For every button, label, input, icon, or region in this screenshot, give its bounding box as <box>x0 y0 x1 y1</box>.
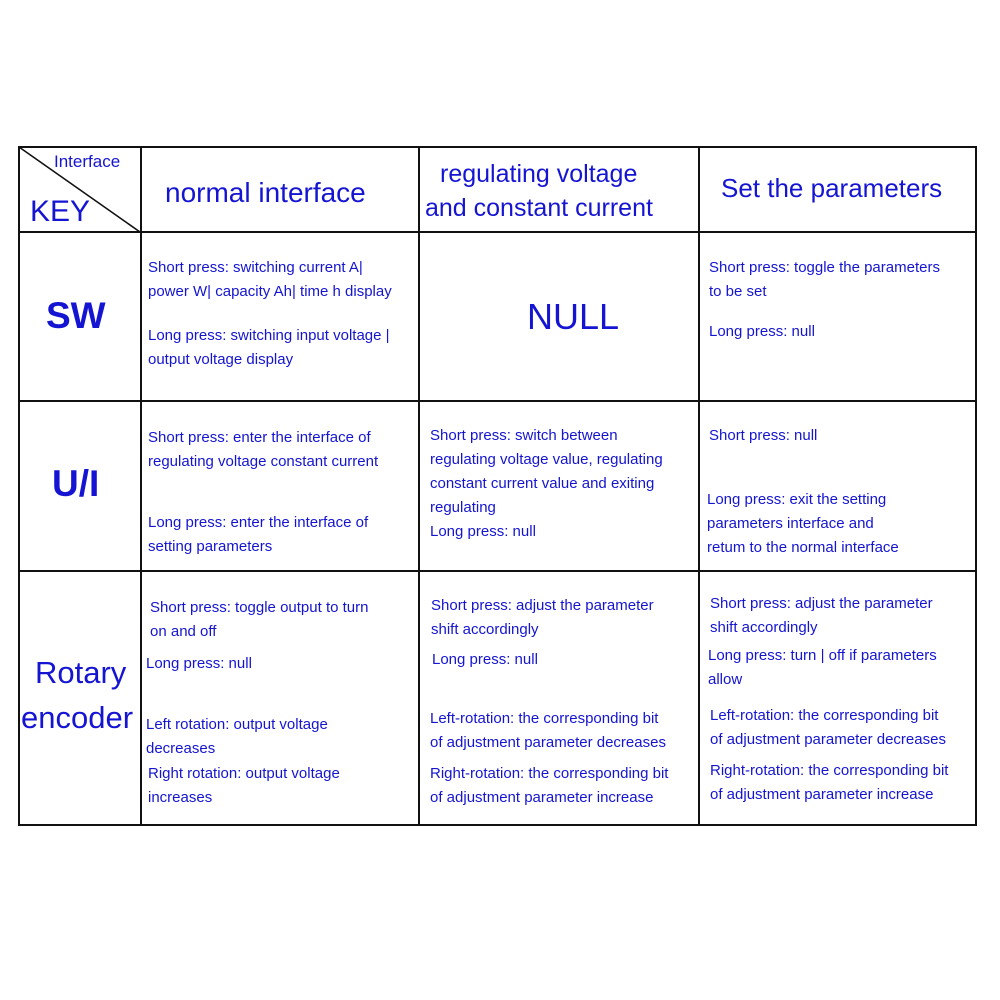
row-key-sw: SW <box>46 295 106 336</box>
row-divider-1 <box>18 400 976 402</box>
table-border-right <box>975 146 977 826</box>
rotary-set-line-1: Short press: adjust the parameter <box>710 595 933 612</box>
ui-set-line-1: Short press: null <box>709 427 818 444</box>
column-header-set-parameters: Set the parameters <box>721 173 943 203</box>
ui-regulating-line-5: Long press: null <box>430 523 536 540</box>
table-border-bottom <box>18 824 976 826</box>
ui-regulating-line-2: regulating voltage value, regulating <box>430 451 663 468</box>
rotary-set-line-6: of adjustment parameter decreases <box>710 731 946 748</box>
rotary-regulating-line-4: Left-rotation: the corresponding bit <box>430 710 659 727</box>
ui-normal-line-3: Long press: enter the interface of <box>148 514 369 531</box>
column-header-normal-interface: normal interface <box>165 177 366 208</box>
rotary-set-line-3: Long press: turn | off if parameters <box>708 647 937 664</box>
ui-set-line-2: Long press: exit the setting <box>707 491 887 508</box>
table-border-top <box>18 146 976 148</box>
rotary-set-line-7: Right-rotation: the corresponding bit <box>710 762 949 779</box>
row-divider-2 <box>18 570 976 572</box>
table-border-left <box>18 146 20 826</box>
row-key-rotary: Rotary <box>35 655 127 690</box>
rotary-regulating-line-2: shift accordingly <box>431 621 539 638</box>
sw-regulating-null: NULL <box>527 296 620 337</box>
rotary-normal-line-7: increases <box>148 789 213 806</box>
ui-regulating-line-4: regulating <box>430 499 496 516</box>
column-header-regulating-line2: and constant current <box>425 194 653 222</box>
rotary-set-line-8: of adjustment parameter increase <box>710 786 934 803</box>
rotary-set-line-4: allow <box>708 671 743 688</box>
sw-normal-line-4: output voltage display <box>148 351 294 368</box>
ui-set-line-4: retum to the normal interface <box>707 539 899 556</box>
ui-normal-line-4: setting parameters <box>148 538 273 555</box>
rotary-regulating-line-7: of adjustment parameter increase <box>430 789 654 806</box>
rotary-regulating-line-3: Long press: null <box>432 651 538 668</box>
ui-normal-line-2: regulating voltage constant current <box>148 453 379 470</box>
header-divider <box>18 231 976 233</box>
column-header-regulating-line1: regulating voltage <box>440 160 638 188</box>
ui-normal-line-1: Short press: enter the interface of <box>148 429 371 446</box>
rotary-normal-line-6: Right rotation: output voltage <box>148 765 340 782</box>
sw-normal-line-1: Short press: switching current A| <box>148 259 363 276</box>
rotary-normal-line-4: Left rotation: output voltage <box>146 716 328 733</box>
rotary-regulating-line-6: Right-rotation: the corresponding bit <box>430 765 669 782</box>
sw-normal-line-2: power W| capacity Ah| time h display <box>148 283 392 300</box>
rotary-normal-line-1: Short press: toggle output to turn <box>150 599 369 616</box>
ui-regulating-line-1: Short press: switch between <box>430 427 618 444</box>
rotary-regulating-line-5: of adjustment parameter decreases <box>430 734 666 751</box>
rotary-normal-line-2: on and off <box>150 623 217 640</box>
column-divider-1 <box>140 146 142 826</box>
rotary-normal-line-5: decreases <box>146 740 216 757</box>
column-divider-3 <box>698 146 700 826</box>
ui-set-line-3: parameters interface and <box>707 515 874 532</box>
column-divider-2 <box>418 146 420 826</box>
rotary-set-line-2: shift accordingly <box>710 619 818 636</box>
rotary-normal-line-3: Long press: null <box>146 655 252 672</box>
corner-key-label: KEY <box>30 195 91 228</box>
sw-set-line-3: Long press: null <box>709 323 815 340</box>
rotary-set-line-5: Left-rotation: the corresponding bit <box>710 707 939 724</box>
row-key-encoder: encoder <box>21 700 134 735</box>
rotary-regulating-line-1: Short press: adjust the parameter <box>431 597 654 614</box>
sw-normal-line-3: Long press: switching input voltage | <box>148 327 390 344</box>
corner-interface-label: Interface <box>54 152 121 171</box>
ui-regulating-line-3: constant current value and exiting <box>430 475 655 492</box>
sw-set-line-1: Short press: toggle the parameters <box>709 259 940 276</box>
row-key-ui: U/I <box>52 463 100 504</box>
sw-set-line-2: to be set <box>709 283 767 300</box>
